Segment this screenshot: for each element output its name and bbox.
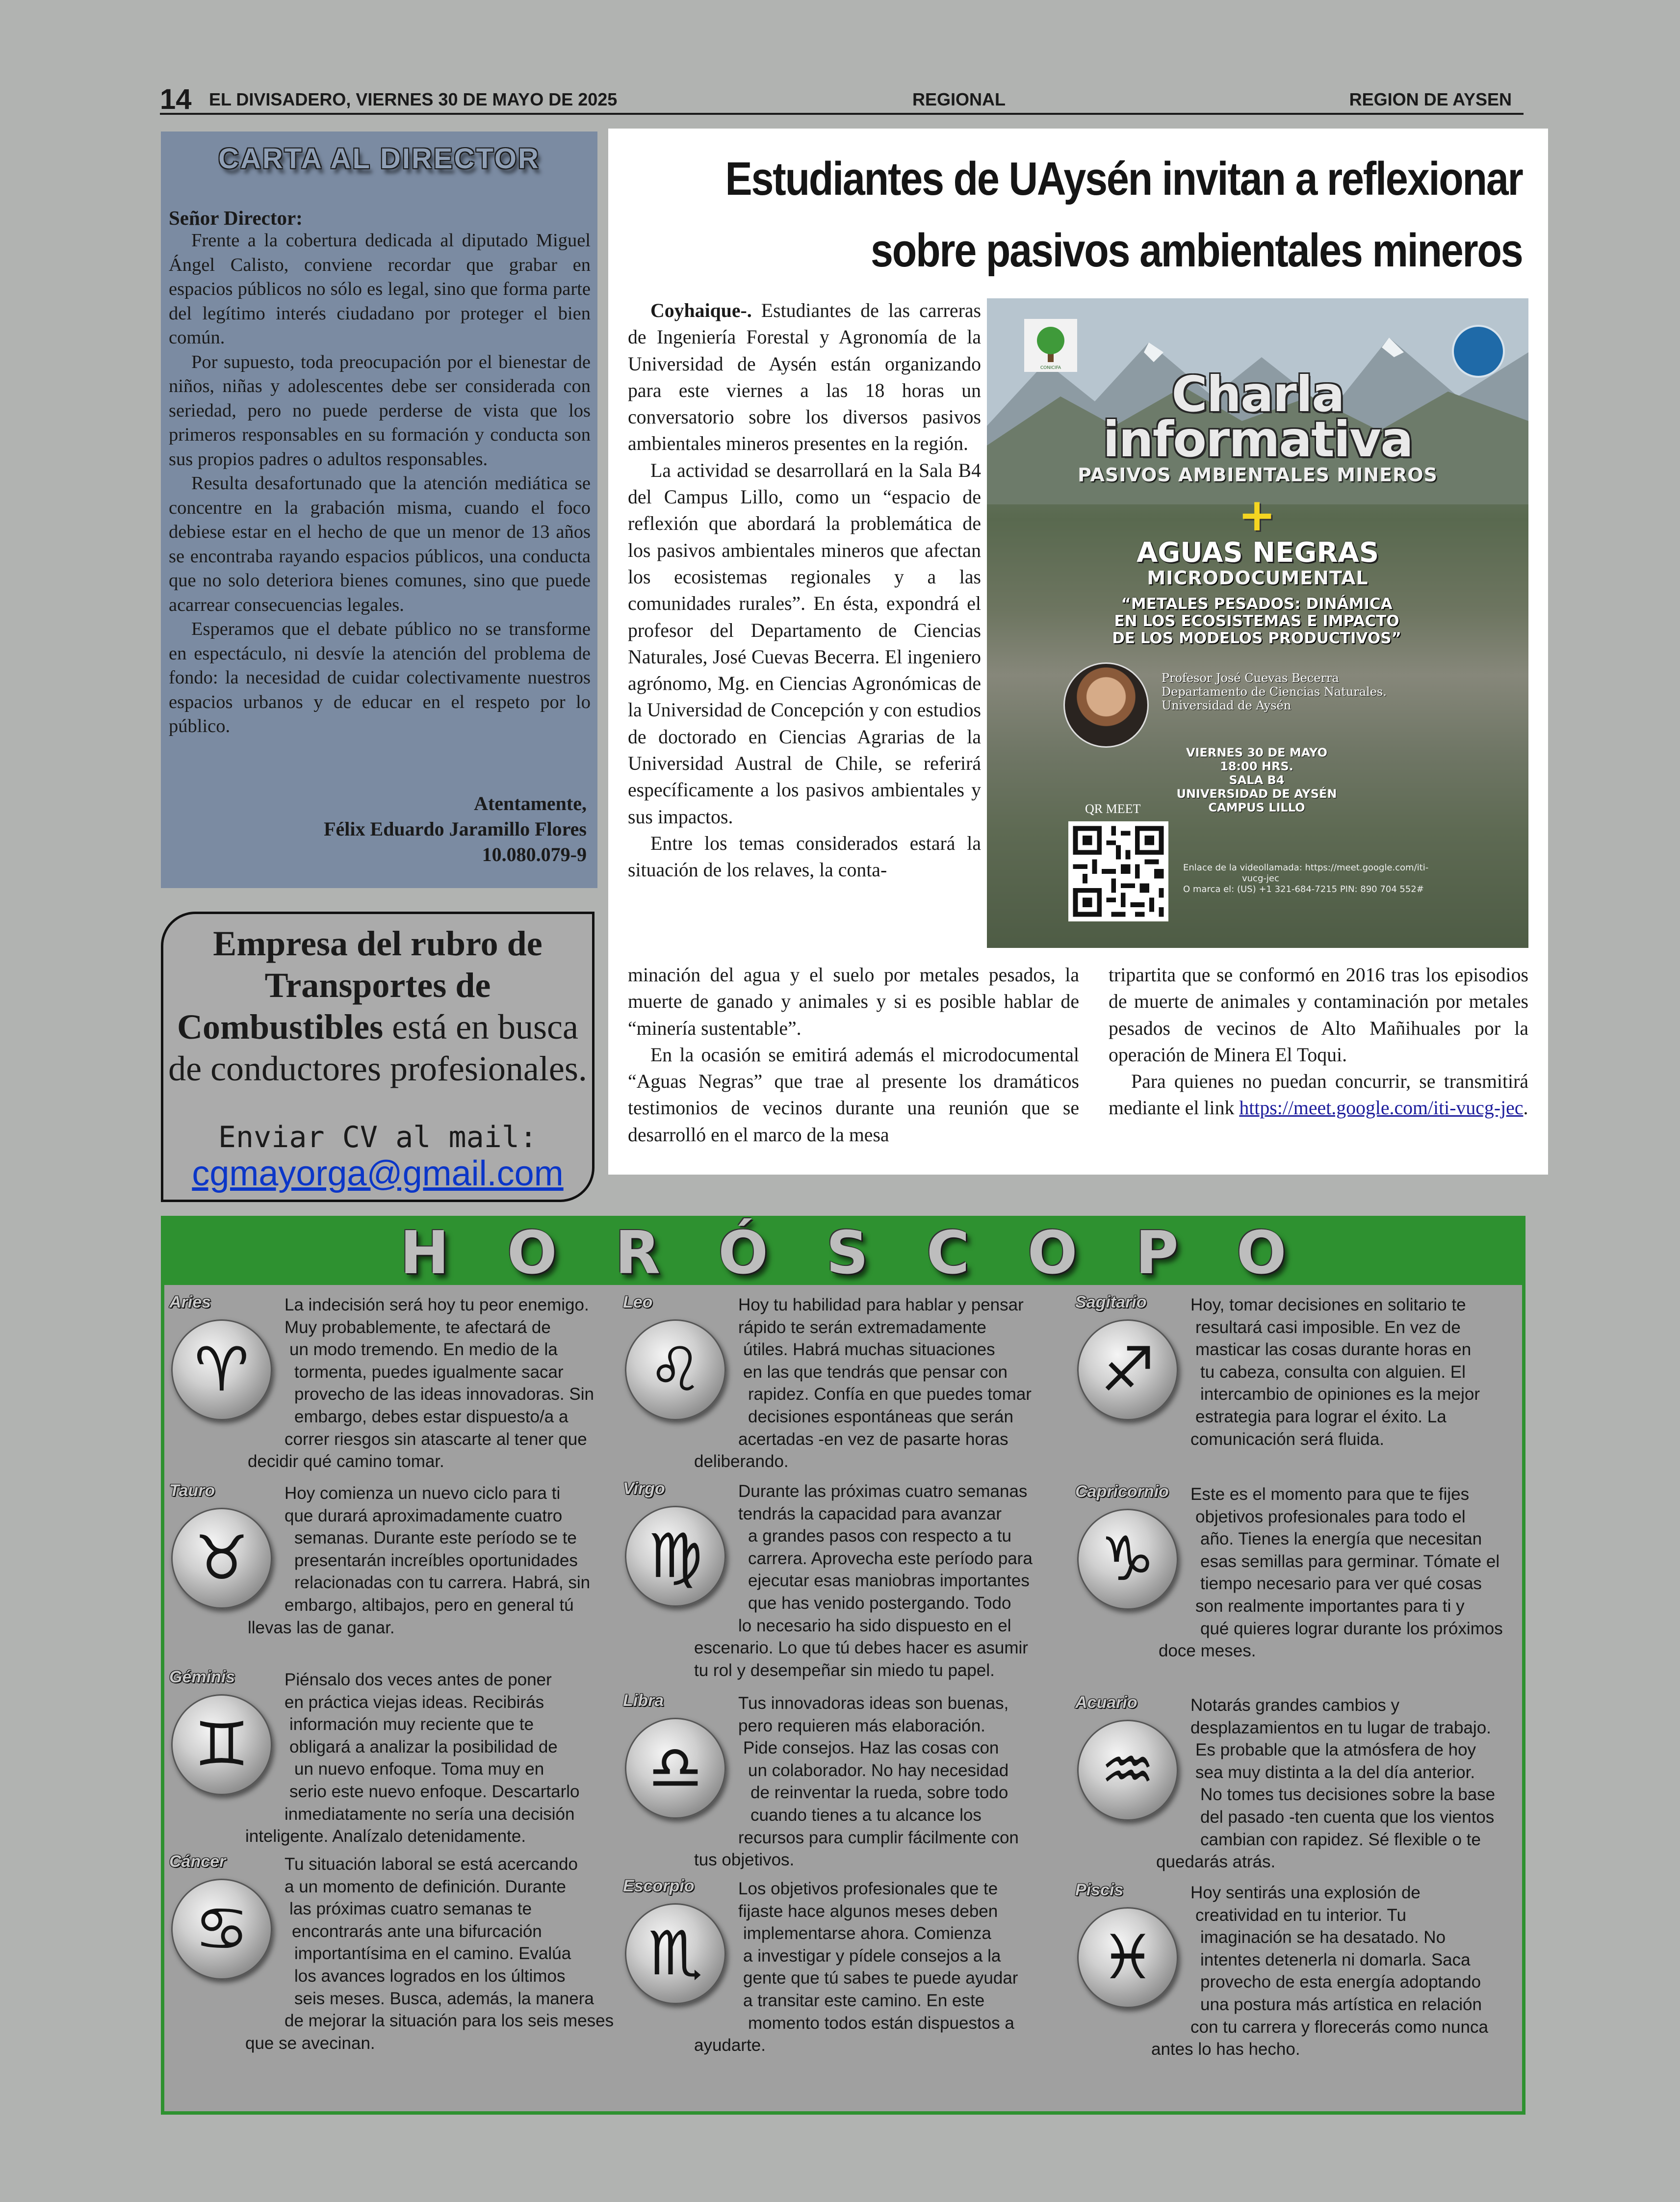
sign-name: Virgo (623, 1479, 665, 1498)
prediction-line: provecho de las ideas innovadoras. Sin (294, 1385, 594, 1404)
scorpio-icon: ♏ (625, 1903, 726, 2004)
prediction-line: tu rol y desempeñar sin miedo tu papel. (694, 1660, 995, 1680)
poster-link-line: Enlace de la videollamada: https://meet.google.com/iti- (1183, 863, 1429, 873)
prediction-line: inmediatamente no sería una decisión (284, 1804, 575, 1824)
conicifa-label: CONICIFA (1040, 366, 1061, 370)
sign-prediction (1190, 1294, 1632, 1450)
pisces-icon: ♓ (1077, 1907, 1178, 2008)
job-ad-description: está en busca de conductores profesionales. (168, 1007, 587, 1088)
event-campus: CAMPUS LILLO (1208, 801, 1305, 814)
article-paragraph: La actividad se desarrollará en la Sala B4 del Campus Lillo, como un “espacio de reflexión que abordará la problemática de los pasivos ambientales mineros que afectan los ecosistemas regionales y a las comunidades rurales”. En ésta, expondrá el profesor del Departamento de Ciencias Naturales, José Cuevas Becerra. El ingeniero agrónomo, Mg. en Ciencias Agronómicas de la Universidad de Concepción y con estudios de doctorado en Ciencias Agrarias de la Universidad Austral de Chile, se referirá específicamente a los pasivos ambientales y sus impactos. (628, 459, 981, 828)
prediction-line: Los objetivos profesionales que te (738, 1879, 998, 1898)
article-column-2 (628, 962, 1079, 1148)
prediction-line: antes lo has hecho. (1151, 2040, 1300, 2059)
prediction-line: momento todos están dispuestos a (748, 2013, 1014, 2033)
prediction-line: acertadas -en vez de pasarte horas (738, 1429, 1008, 1449)
prediction-line: Muy probablemente, te afectará de (284, 1317, 551, 1337)
article-paragraph (628, 297, 981, 457)
aries-icon: ♈ (171, 1319, 272, 1420)
cancer-icon: ♋ (171, 1879, 272, 1980)
gemini-icon: ♊ (171, 1694, 272, 1795)
prediction-line: relacionadas con tu carrera. Habrá, sin (294, 1573, 591, 1593)
letter-paragraph: Esperamos que el debate público no se transforme en espectáculo, ni desvíe la atención del problema de fondo: la necesidad de cuidar colectivamente nuestros espacios urbanos y de educar en el respeto por lo público. (169, 619, 591, 736)
prediction-line: un colaborador. No hay necesidad (748, 1760, 1009, 1780)
poster-link-info (1183, 863, 1497, 895)
taurus-icon: ♉ (171, 1508, 272, 1609)
sign-name: Cáncer (169, 1852, 226, 1871)
letter-to-editor (161, 131, 597, 888)
poster-title-line: Charla (1171, 366, 1344, 423)
prediction-line: creatividad en tu interior. Tu (1195, 1905, 1406, 1925)
prediction-line: quedarás atrás. (1156, 1852, 1276, 1872)
prediction-line: Notarás grandes cambios y (1190, 1696, 1400, 1715)
prediction-line: embargo, debes estar dispuesto/a a (294, 1407, 569, 1426)
letter-paragraph: Por supuesto, toda preocupación por el bienestar de niños, niñas y adolescentes debe ser considerada con seriedad, pero no puede perderse de vista que los primeros responsables en su formación y conducta son sus propios padres o adultos responsables. (169, 351, 591, 470)
prediction-line: tiempo necesario para ver qué cosas (1200, 1574, 1482, 1594)
prediction-line: obligará a analizar la posibilidad de (289, 1737, 558, 1756)
job-ad-email-link[interactable]: cgmayorga@gmail.com (192, 1154, 564, 1193)
prediction-line: en práctica viejas ideas. Recibirás (284, 1692, 544, 1712)
article-link-end: . (1523, 1097, 1528, 1119)
prediction-line: deliberando. (694, 1452, 789, 1471)
sign-name: Tauro (169, 1481, 215, 1500)
prediction-line: serio este nuevo enfoque. Descartarlo (289, 1782, 580, 1801)
sign-name: Sagitario (1075, 1293, 1147, 1311)
article-dateline: Coyhaique-. (650, 300, 752, 321)
sign-name: Escorpio (623, 1877, 695, 1895)
prediction-line: tu cabeza, consulta con alguien. El (1200, 1362, 1466, 1382)
article-lead-text: Estudiantes de las carreras de Ingeniería Forestal y Agronomía de la Universidad de Aysén están organizando para este viernes a las 18 horas un conversatorio sobre los diversos pasivos ambientales mineros presentes en la región. (628, 300, 981, 455)
prediction-line: un modo tremendo. En medio de la (289, 1340, 558, 1360)
professor-photo (1063, 662, 1149, 748)
job-ad-company: Empresa del rubro de Transportes de Combustibles (177, 924, 543, 1047)
prediction-line: correr riesgos sin atascarte al tener que (284, 1429, 587, 1449)
prediction-line: tus objetivos. (694, 1850, 795, 1870)
prediction-line: del pasado -ten cuenta que los vientos (1200, 1807, 1495, 1827)
meet-link[interactable]: https://meet.google.com/iti-vucg-jec (1239, 1097, 1524, 1119)
prediction-line: embargo, altibajos, pero en general tú (284, 1595, 574, 1615)
prediction-line: llevas las de ganar. (248, 1618, 395, 1637)
prediction-line: que has venido postergando. Todo (748, 1593, 1011, 1613)
letter-body (169, 229, 591, 739)
sign-name: Acuario (1075, 1693, 1137, 1712)
letter-paragraph: Resulta desafortunado que la atención mediática se concentre en la grabación misma, cuando el foco debiese estar en el hecho de que un menor de 13 años se encontraba rayando espacios públicos, una conducta que no solo deteriora bienes comunes, sino que puede acarrear consecuencias legales. (169, 473, 591, 615)
horoscope-section (161, 1216, 1525, 2115)
news-article (608, 129, 1548, 1175)
plus-icon: + (1238, 489, 1276, 541)
professor-name: Profesor José Cuevas Becerra (1162, 671, 1339, 685)
prediction-line: recursos para cumplir fácilmente con (738, 1828, 1019, 1847)
headline-line: Estudiantes de UAysén invitan a reflexionar (725, 153, 1523, 205)
prediction-line: son realmente importantes para ti y (1195, 1596, 1465, 1616)
aquarius-icon: ♒ (1077, 1720, 1178, 1821)
qr-label: QR MEET (1085, 802, 1141, 816)
prediction-line: encontrarás ante una bifurcación (292, 1921, 542, 1941)
prediction-line: Hoy comienza un nuevo ciclo para ti (284, 1484, 561, 1503)
prediction-line: semanas. Durante este período se te (294, 1528, 577, 1548)
letter-author-id: 10.080.079-9 (482, 843, 587, 865)
poster-microdocumental: MICRODOCUMENTAL (1147, 567, 1369, 589)
prediction-line: que durará aproximadamente cuatro (284, 1506, 563, 1525)
prediction-line: implementarse ahora. Comienza (743, 1924, 991, 1943)
poster-title-line: informativa (1103, 411, 1413, 468)
event-poster (987, 298, 1528, 948)
poster-aguas-negras: AGUAS NEGRAS (1136, 537, 1379, 569)
poster-professor (1162, 671, 1387, 712)
prediction-line: Hoy, tomar decisiones en solitario te (1190, 1295, 1466, 1314)
prediction-line: a transitar este camino. En este (743, 1991, 985, 2010)
prediction-line: año. Tienes la energía que necesitan (1200, 1529, 1482, 1549)
tree-icon (1024, 319, 1077, 372)
section-label: REGIONAL (912, 89, 1006, 109)
event-room: SALA B4 (1229, 773, 1285, 787)
prediction-line: seis meses. Busca, además, la manera (294, 1989, 594, 2008)
prediction-line: esas semillas para germinar. Tómate el (1200, 1551, 1500, 1571)
prediction-line: a investigar y pídele consejos a la (743, 1946, 1001, 1966)
qr-code-icon[interactable] (1068, 821, 1168, 921)
prediction-line: ejecutar esas maniobras importantes (748, 1571, 1030, 1591)
article-link-intro: Para quienes no puedan concurrir, se transmitirá mediante el link (1109, 1071, 1528, 1119)
prediction-line: No tomes tus decisiones sobre la base (1200, 1785, 1496, 1805)
sign-prediction (1156, 1694, 1632, 1873)
prediction-line: una postura más artística en relación (1200, 1994, 1482, 2014)
prediction-line: los avances logrados en los últimos (294, 1966, 566, 1986)
prediction-line: decidir qué camino tomar. (248, 1452, 444, 1471)
job-ad-cv-label: Enviar CV al mail: (218, 1120, 538, 1154)
prediction-line: fijaste hace algunos meses deben (738, 1901, 998, 1921)
article-paragraph: En la ocasión se emitirá además el microdocumental “Aguas Negras” que trae al presente los dramáticos testimonios de vecinos durante una reunión que se desarrolló en el marco de la mesa (628, 1044, 1079, 1146)
poster-quote-line: EN LOS ECOSISTEMAS E IMPACTO (1114, 612, 1399, 630)
prediction-line: Pide consejos. Haz las cosas con (743, 1738, 999, 1758)
prediction-line: cuando tienes a tu alcance los (750, 1805, 982, 1825)
letter-closing: Atentamente, (474, 792, 587, 814)
prediction-line: Tu situación laboral se está acercando (284, 1855, 578, 1874)
professor-university: Universidad de Aysén (1162, 699, 1292, 712)
prediction-line: decisiones espontáneas que serán (748, 1407, 1013, 1426)
prediction-line: intentes detenerla ni domarla. Saca (1200, 1950, 1471, 1969)
article-headline (725, 143, 1523, 287)
region-label: REGION DE AYSEN (1349, 89, 1512, 109)
prediction-line: comunicación será fluida. (1190, 1429, 1384, 1449)
libra-icon: ♎ (625, 1718, 726, 1819)
university-seal (1452, 325, 1505, 378)
prediction-line: Piénsalo dos veces antes de poner (284, 1670, 552, 1689)
prediction-line: desplazamientos en tu lugar de trabajo. (1190, 1718, 1491, 1737)
sagittarius-icon: ♐ (1077, 1319, 1178, 1420)
letter-signature (324, 791, 587, 867)
conicifa-logo (1024, 319, 1077, 372)
poster-quote-line: “METALES PESADOS: DINÁMICA (1121, 595, 1393, 613)
capricorn-icon: ♑ (1077, 1509, 1178, 1610)
prediction-line: las próximas cuatro semanas te (289, 1899, 532, 1919)
prediction-line: con tu carrera y florecerás como nunca (1190, 2017, 1488, 2037)
sign-prediction (1151, 1882, 1632, 2061)
article-paragraph: tripartita que se conformó en 2016 tras los episodios de muerte de animales y contaminación por metales pesados de vecinos de Alto Mañihuales por la operación de Minera El Toqui. (1109, 964, 1528, 1066)
prediction-line: Este es el momento para que te fijes (1190, 1485, 1470, 1504)
prediction-line: ayudarte. (694, 2036, 766, 2055)
letter-author: Félix Eduardo Jaramillo Flores (324, 818, 587, 840)
prediction-line: Hoy tu habilidad para hablar y pensar (738, 1295, 1024, 1314)
prediction-line: qué quieres lograr durante los próximos (1200, 1619, 1503, 1638)
prediction-line: un nuevo enfoque. Toma muy en (294, 1759, 544, 1779)
article-paragraph: Entre los temas considerados estará la situación de los relaves, la conta- (628, 832, 981, 881)
event-date: VIERNES 30 DE MAYO (1186, 746, 1327, 760)
page-header (160, 84, 1524, 115)
sign-name: Capricornio (1075, 1482, 1169, 1501)
prediction-line: a un momento de definición. Durante (284, 1877, 566, 1896)
prediction-line: Durante las próximas cuatro semanas (738, 1482, 1028, 1501)
article-column-1 (628, 297, 981, 884)
professor-department: Departamento de Ciencias Naturales. (1162, 685, 1387, 699)
prediction-line: estrategia para lograr el éxito. La (1195, 1407, 1447, 1426)
sign-name: Leo (623, 1293, 653, 1311)
poster-quote-line: DE LOS MODELOS PRODUCTIVOS” (1112, 629, 1401, 647)
publication-date: EL DIVISADERO, VIERNES 30 DE MAYO DE 2025 (209, 89, 618, 109)
prediction-line: a grandes pasos con respecto a tu (748, 1526, 1012, 1546)
prediction-line: de mejorar la situación para los seis meses (284, 2011, 614, 2031)
prediction-line: que se avecinan. (245, 2033, 375, 2053)
prediction-line: cambian con rapidez. Sé flexible o te (1200, 1830, 1481, 1849)
prediction-line: gente que tú sabes te puede ayudar (743, 1968, 1018, 1988)
prediction-line: tendrás la capacidad para avanzar (738, 1504, 1002, 1523)
prediction-line: Es probable que la atmósfera de hoy (1195, 1740, 1476, 1760)
virgo-icon: ♍ (625, 1506, 726, 1607)
prediction-line: presentarán increíbles oportunidades (294, 1550, 578, 1570)
poster-event-details (1163, 746, 1350, 814)
prediction-line: en las que tendrás que pensar con (743, 1362, 1008, 1382)
leo-icon: ♌ (625, 1319, 726, 1420)
prediction-line: de reinventar la rueda, sobre todo (750, 1783, 1008, 1803)
prediction-line: carrera. Aprovecha este período para (748, 1548, 1033, 1568)
prediction-line: pero requieren más elaboración. (738, 1716, 985, 1735)
poster-subtitle: PASIVOS AMBIENTALES MINEROS (1078, 464, 1438, 486)
prediction-line: importantísima en el camino. Evalúa (294, 1944, 571, 1964)
article-paragraph: minación del agua y el suelo por metales pesados, la muerte de ganado y animales y si es posible hablar de “minería sustentable”. (628, 964, 1079, 1039)
poster-quote (1075, 596, 1438, 647)
prediction-line: sea muy distinta a la del día anterior. (1195, 1762, 1475, 1782)
prediction-line: tormenta, puedes igualmente sacar (294, 1362, 564, 1382)
prediction-line: inteligente. Analízalo detenidamente. (245, 1827, 526, 1846)
prediction-line: rápido te serán extremadamente (738, 1317, 986, 1337)
prediction-line: resultará casi imposible. En vez de (1195, 1317, 1461, 1337)
article-paragraph (1109, 1068, 1528, 1122)
prediction-line: Tus innovadoras ideas son buenas, (738, 1694, 1009, 1713)
poster-link-line: vucg-jec (1242, 873, 1279, 884)
prediction-line: doce meses. (1159, 1641, 1256, 1661)
horoscope-title: HORÓSCOPO (400, 1219, 1344, 1287)
event-time: 18:00 HRS. (1220, 760, 1293, 773)
prediction-line: La indecisión será hoy tu peor enemigo. (284, 1295, 589, 1314)
sign-name: Libra (623, 1691, 664, 1710)
letter-title: CARTA AL DIRECTOR (218, 143, 540, 175)
event-university: UNIVERSIDAD DE AYSÉN (1176, 787, 1337, 801)
letter-greeting: Señor Director: (169, 207, 303, 229)
job-ad-text (163, 923, 592, 1090)
headline-line: sobre pasivos ambientales mineros (871, 224, 1523, 277)
prediction-line: útiles. Habrá muchas situaciones (743, 1340, 995, 1360)
prediction-line: Hoy sentirás una explosión de (1190, 1883, 1421, 1902)
sign-prediction (1159, 1483, 1632, 1662)
prediction-line: intercambio de opiniones es la mejor (1200, 1385, 1480, 1404)
prediction-line: imaginación se ha desatado. No (1200, 1928, 1446, 1947)
prediction-line: rapidez. Confía en que puedes tomar (748, 1385, 1032, 1404)
prediction-line: lo necesario ha sido dispuesto en el (738, 1616, 1011, 1635)
sign-name: Géminis (169, 1668, 235, 1686)
sign-name: Aries (169, 1293, 211, 1311)
sign-name: Piscis (1075, 1881, 1124, 1899)
prediction-line: escenario. Lo que tú debes hacer es asumir (694, 1638, 1028, 1658)
job-ad (161, 912, 594, 1202)
prediction-line: información muy reciente que te (289, 1715, 534, 1734)
article-column-3 (1109, 962, 1528, 1122)
prediction-line: provecho de esta energía adoptando (1200, 1972, 1481, 1992)
page-number: 14 (160, 83, 192, 115)
prediction-line: masticar las cosas durante horas en (1195, 1340, 1472, 1360)
prediction-line: objetivos profesionales para todo el (1195, 1507, 1466, 1526)
letter-paragraph: Frente a la cobertura dedicada al diputado Miguel Ángel Calisto, conviene recordar que grabar en espacios públicos no sólo es legal, sino que forma parte del legítimo interés ciudadano por proteger el bien común. (169, 230, 591, 348)
poster-phone-line: O marca el: (US) +1 321-684-7215 PIN: 890 704 552# (1183, 884, 1424, 894)
